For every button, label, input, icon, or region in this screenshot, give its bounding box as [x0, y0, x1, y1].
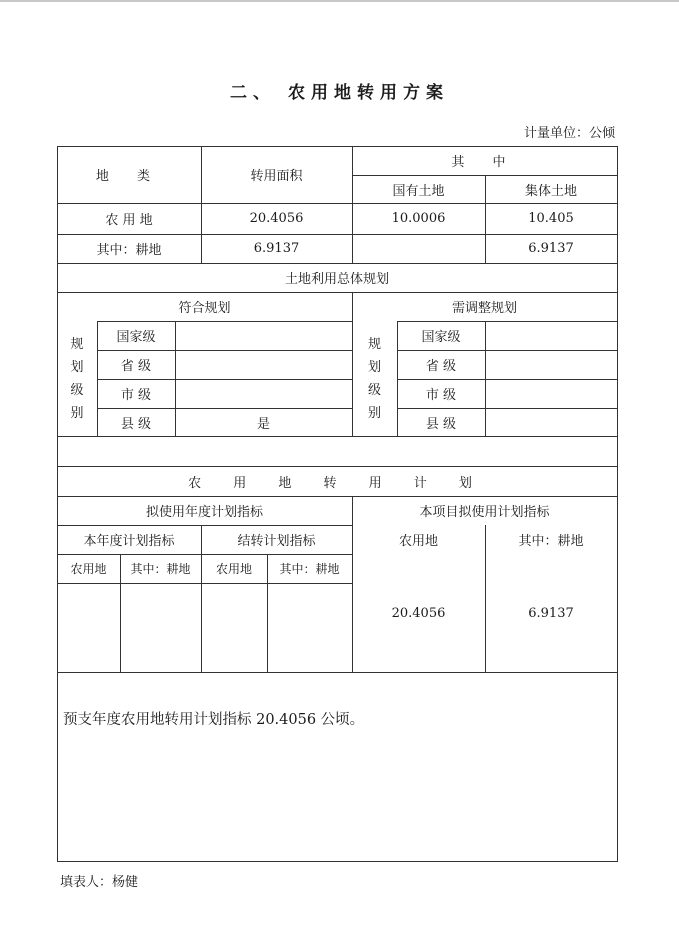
level-char: 规: [367, 336, 381, 352]
row-farmland-state: 10.0006: [391, 211, 446, 226]
top-border-line: [0, 0, 679, 2]
project-cultivated-value: 6.9137: [528, 605, 574, 621]
row-farmland-area: 20.4056: [249, 211, 304, 226]
header-area: 转用面积: [250, 169, 303, 184]
conform-value-national: [175, 321, 352, 350]
annual-plan-header: 拟使用年度计划指标: [145, 505, 263, 520]
conform-level-label: [57, 321, 97, 436]
level-char: 划: [367, 359, 381, 375]
header-state-land: 国有土地: [392, 183, 445, 199]
conform-level-national: 国家级: [116, 330, 156, 345]
land-use-plan-section: 土地利用总体规划: [284, 272, 389, 287]
level-char: 级: [367, 382, 381, 398]
adjust-level-county: 县 级: [425, 416, 457, 432]
adjust-level-label: [352, 321, 397, 436]
carry-over-cultivated-header: 其中：耕地: [279, 562, 340, 576]
conform-level-county: 县 级: [120, 416, 152, 432]
this-year-cultivated-header: 其中：耕地: [130, 562, 191, 576]
adjust-plan-header: 需调整规划: [451, 301, 517, 316]
conform-value-city: [175, 379, 352, 408]
conform-value-province: [175, 350, 352, 379]
level-char: 别: [70, 405, 84, 421]
note-text: 预支年度农用地转用计划指标 20.4056 公顷。: [63, 712, 365, 728]
row-farmland-collective: 10.405: [528, 211, 574, 226]
carry-over-farmland-header: 农用地: [215, 562, 252, 576]
level-char: 规: [70, 336, 84, 352]
this-year-farmland-header: 农用地: [70, 562, 107, 576]
row-farmland-label: 农 用 地: [105, 213, 153, 228]
header-land-type: 地 类: [95, 169, 163, 184]
project-farmland-value: 20.4056: [391, 605, 446, 621]
adjust-level-city: 市 级: [425, 388, 457, 403]
conversion-plan-section: 农 用 地 转 用 计 划: [188, 475, 486, 491]
adjust-value-county: [485, 408, 617, 436]
conversion-plan-table: [57, 146, 618, 862]
level-char: 级: [70, 382, 84, 398]
project-cultivated-header: 其中：耕地: [518, 534, 584, 549]
level-char: 划: [70, 359, 84, 375]
conform-value-county: 是: [256, 416, 270, 432]
conform-level-province: 省 级: [120, 359, 152, 374]
adjust-level-province: 省 级: [425, 359, 457, 374]
conform-level-city: 市 级: [120, 388, 152, 403]
row-cultivated-label: 其中：耕地: [96, 243, 162, 258]
header-among: 其 中: [451, 155, 518, 170]
project-farmland-header: 农用地: [398, 534, 438, 549]
measurement-unit: 计量单位：公倾: [523, 126, 615, 141]
row-cultivated-state: [352, 234, 485, 263]
row-cultivated-collective: 6.9137: [528, 241, 574, 256]
header-collective-land: 集体土地: [524, 183, 577, 199]
adjust-value-city: [485, 379, 617, 408]
row-cultivated-area: 6.9137: [253, 241, 300, 256]
adjust-value-national: [485, 321, 617, 350]
this-year-plan-header: 本年度计划指标: [83, 534, 175, 549]
project-plan-header: 本项目拟使用计划指标: [419, 505, 550, 520]
carry-over-plan-header: 结转计划指标: [237, 534, 316, 549]
level-char: 别: [367, 405, 381, 421]
page-title: 二、 农用地转用方案: [230, 83, 449, 103]
adjust-level-national: 国家级: [421, 330, 461, 345]
form-filler: 填表人：杨健: [60, 875, 139, 890]
conform-plan-header: 符合规划: [178, 301, 231, 316]
adjust-value-province: [485, 350, 617, 379]
